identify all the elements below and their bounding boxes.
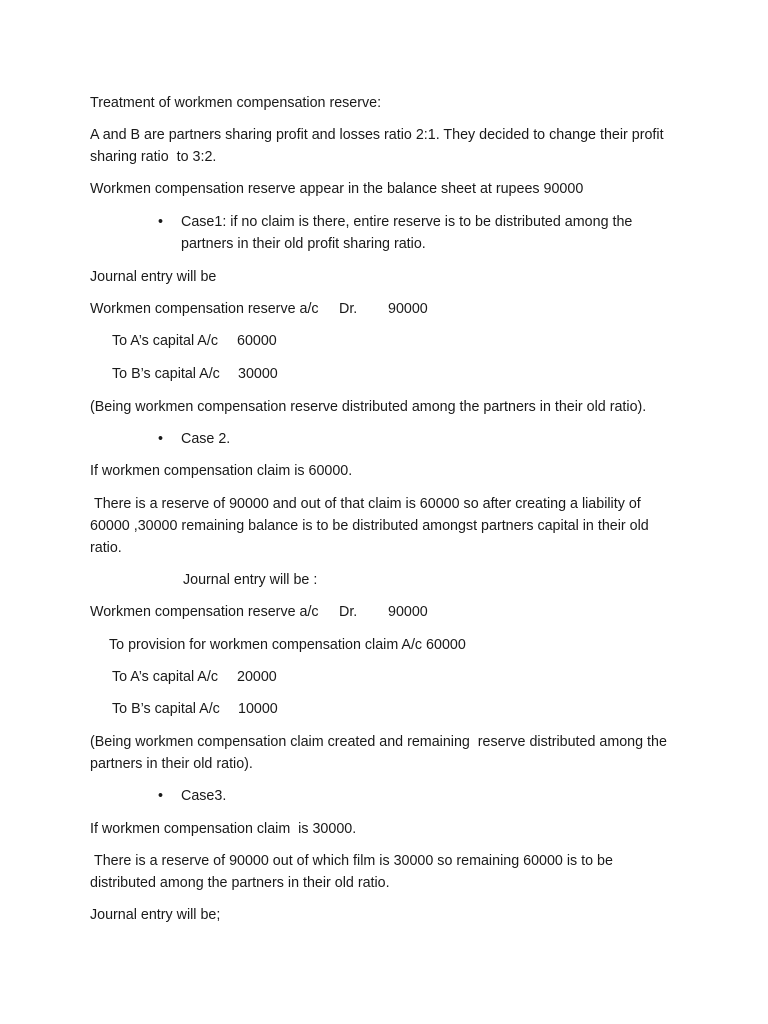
credit-amount: 20000 (237, 669, 277, 685)
credit-amount: 30000 (238, 366, 278, 382)
journal2-provision-row: To provision for workmen compensation claim A/c 60000 (109, 637, 466, 653)
credit-account: To B’s capital A/c (112, 366, 220, 382)
case2-explanation: There is a reserve of 90000 and out of that claim is 60000 so after creating a liability of 60000 ,30000 remaining balance is to be distributed amongst partners capital in their old ratio. (90, 496, 653, 556)
credit-account: To A’s capital A/c (112, 669, 218, 685)
debit-amount: 90000 (388, 604, 428, 620)
journal1-narration: (Being workmen compensation reserve distributed among the partners in their old ratio). (90, 399, 647, 415)
case3-claim: If workmen compensation claim is 30000. (90, 821, 357, 837)
journal3-heading: Journal entry will be; (90, 907, 221, 923)
case1-text: Case1: if no claim is there, entire reserve is to be distributed among the partners in their old profit sharing ratio. (181, 214, 633, 252)
doc-title: Treatment of workmen compensation reserve: (90, 95, 382, 111)
journal1-heading: Journal entry will be (90, 269, 217, 285)
case3-explanation: There is a reserve of 90000 out of which film is 30000 so remaining 60000 is to be distributed among the partners in their old ratio. (90, 853, 617, 891)
journal2-heading: Journal entry will be : (183, 572, 318, 588)
intro-paragraph: A and B are partners sharing profit and losses ratio 2:1. They decided to change their profit sharing ratio to 3:2. (90, 127, 668, 165)
case2-text: Case 2. (181, 431, 231, 447)
debit-account: Workmen compensation reserve a/c (90, 604, 319, 620)
dr-label: Dr. (339, 604, 358, 620)
case2-claim: If workmen compensation claim is 60000. (90, 463, 353, 479)
bullet-case1: • (158, 214, 164, 230)
bullet-case3: • (158, 788, 164, 804)
debit-amount: 90000 (388, 301, 428, 317)
case3-text: Case3. (181, 788, 227, 804)
debit-account: Workmen compensation reserve a/c (90, 301, 319, 317)
credit-amount: 10000 (238, 701, 278, 717)
dr-label: Dr. (339, 301, 358, 317)
credit-amount: 60000 (237, 333, 277, 349)
reserve-paragraph: Workmen compensation reserve appear in the balance sheet at rupees 90000 (90, 181, 584, 197)
journal2-narration: (Being workmen compensation claim created and remaining reserve distributed among the partners in their old ratio). (90, 734, 671, 772)
bullet-case2: • (158, 431, 164, 447)
credit-account: To A’s capital A/c (112, 333, 218, 349)
credit-account: To B’s capital A/c (112, 701, 220, 717)
